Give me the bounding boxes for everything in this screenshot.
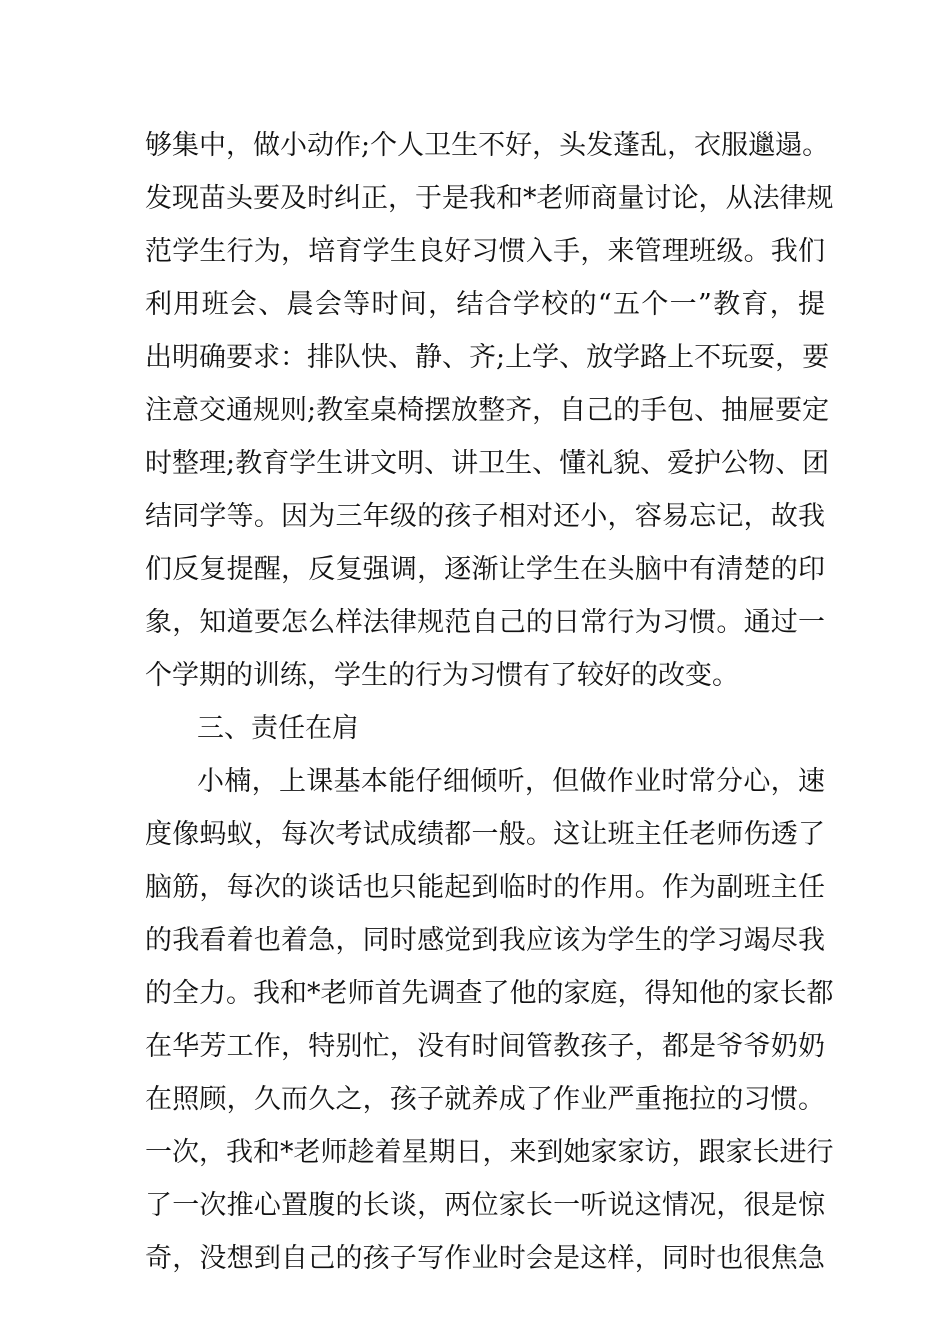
text-line: 个学期的训练，学生的行为习惯有了较好的改变。: [145, 660, 739, 691]
text-line: 注意交通规则;教室桌椅摆放整齐，自己的手包、抽屉要定: [145, 395, 830, 426]
text-line: 出明确要求：排队快、静、齐;上学、放学路上不玩耍，要: [145, 342, 830, 373]
text-line: 利用班会、晨会等时间，结合学校的“五个一”教育，提: [145, 289, 825, 320]
text-line: 够集中，做小动作;个人卫生不好，头发蓬乱，衣服邋遢。: [145, 130, 830, 161]
text-line: 了一次推心置腹的长谈，两位家长一听说这情况，很是惊: [145, 1190, 825, 1221]
text-line: 结同学等。因为三年级的孩子相对还小，容易忘记，故我: [145, 501, 825, 532]
text-line: 们反复提醒，反复强调，逐渐让学生在头脑中有清楚的印: [145, 554, 825, 585]
text-line: 奇，没想到自己的孩子写作业时会是这样，同时也很焦急: [145, 1243, 825, 1274]
text-line: 一次，我和*老师趁着星期日，来到她家家访，跟家长进行: [145, 1137, 834, 1168]
text-line: 在华芳工作，特别忙，没有时间管教孩子，都是爷爷奶奶: [145, 1031, 825, 1062]
text-line: 脑筋，每次的谈话也只能起到临时的作用。作为副班主任: [145, 872, 825, 903]
text-line: 象，知道要怎么样法律规范自己的日常行为习惯。通过一: [145, 607, 825, 638]
text-line: 时整理;教育学生讲文明、讲卫生、懂礼貌、爱护公物、团: [145, 448, 830, 479]
paragraph-first-line: 小楠，上课基本能仔细倾听，但做作业时常分心，速: [197, 766, 825, 797]
text-line: 发现苗头要及时纠正，于是我和*老师商量讨论，从法律规: [145, 183, 834, 214]
text-line: 的我看着也着急，同时感觉到我应该为学生的学习竭尽我: [145, 925, 825, 956]
text-line: 度像蚂蚁，每次考试成绩都一般。这让班主任老师伤透了: [145, 819, 825, 850]
section-heading: 三、责任在肩: [197, 713, 359, 744]
text-line: 的全力。我和*老师首先调查了他的家庭，得知他的家长都: [145, 978, 834, 1009]
text-line: 在照顾，久而久之，孩子就养成了作业严重拖拉的习惯。: [145, 1084, 825, 1115]
text-line: 范学生行为，培育学生良好习惯入手，来管理班级。我们: [145, 236, 825, 267]
